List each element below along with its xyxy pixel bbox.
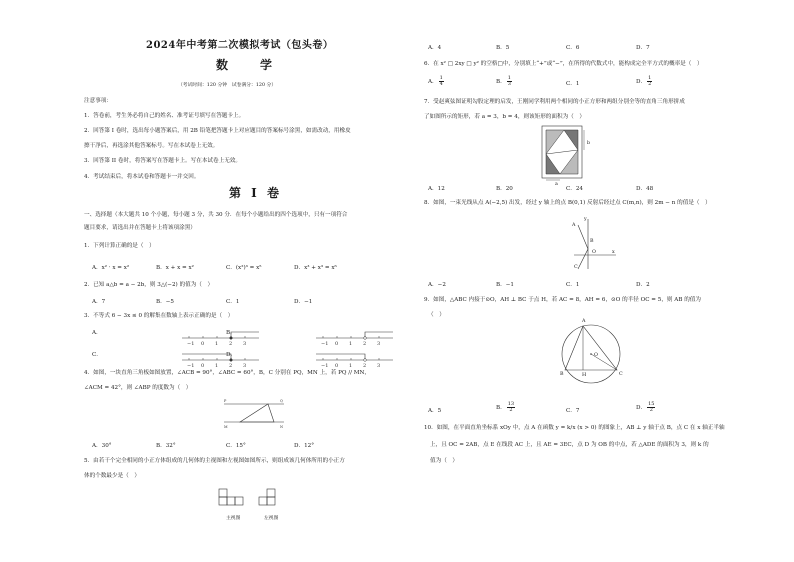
main-view-label: 主视图 [226,516,241,521]
q3-option-b[interactable]: B． [226,330,236,336]
q3-option-d[interactable]: D． [226,352,237,358]
option-letter: B． [496,405,506,411]
question-9-stem: 9．如图，△ABC 内接于⊙O，AH ⊥ BC 于点 H，若 AC = 8，AH = 6，⊙O 的半径 OC = 5，则 AB 的值为 [424,297,701,303]
question-2-stem: 2．已知 a△b = a − 2b，则 3△(−2) 的值为（ ） [84,282,214,288]
q8-option-a[interactable]: A．−2 [428,282,446,288]
left-view-label: 左视图 [264,516,279,521]
denominator: 3 [507,81,511,87]
q8-option-b[interactable]: B．−1 [496,282,514,288]
label-a: A [572,223,576,228]
fraction [647,76,652,87]
label-y: y [584,217,587,222]
rectangle-figure [542,126,590,182]
numerator: 13 [507,401,515,407]
label-o: O [594,353,598,358]
q6-option-a[interactable] [428,76,445,87]
label-c: C [619,372,623,377]
subject-title: 数 学 [216,58,283,72]
number-line-tick-label: 0 [201,363,205,369]
q4-option-a[interactable]: A．30° [92,443,112,449]
label-b: b [587,141,591,146]
label-x: x [612,250,615,255]
q9-option-c[interactable]: C．7 [566,408,580,414]
q7-option-c[interactable]: C．24 [566,186,583,192]
note-item: 1．答卷前，考生务必将自己的姓名、准考证号填写在答题卡上。 [84,113,245,119]
question-10-stem: 上，且 OC = 2AB，点 E 在线段 AC 上，且 AE = 3EC，点 D 为 OB 的中点，若 △ADE 的面积为 3，则 k 的 [430,442,709,448]
section-instruction: 题目要求，请选出并在答题卡上将该项涂黑） [84,225,196,231]
question-7-stem: 7．受赵爽弦图证明勾股定理的启发，王刚同学利用两个相同的小正方形和两组分别全等的直角三角形拼成 [424,99,685,105]
numerator: 1 [507,75,511,81]
question-9-stem: （ ） [428,312,445,318]
note-item: 4．考试结束后，将本试卷和答题卡一并交回。 [84,174,200,180]
number-line-tick-label: −1 [187,363,195,369]
note-item: 擦干净后，再选涂其他答案标号。写在本试卷上无效。 [84,143,219,149]
number-line-tick-label: 2 [363,363,367,369]
number-line-tick-label: 3 [243,341,247,347]
q2-option-c[interactable]: C．1 [226,299,240,305]
option-value: 1 [575,81,580,87]
label-a: A [582,319,586,324]
label-a: a [555,182,558,187]
svg-text:N: N [280,425,284,429]
q6-option-b[interactable] [496,76,513,87]
number-line-tick-label: −1 [187,341,195,347]
views-figure [219,489,289,511]
option-letter: D． [636,79,647,85]
number-line-tick-label: 0 [335,363,339,369]
q2-option-b[interactable]: B．−5 [156,299,174,305]
q3-option-a[interactable]: A． [92,330,102,336]
q2-option-a[interactable]: A．7 [92,299,106,305]
svg-text:Q: Q [280,399,283,403]
option-letter: D． [636,405,647,411]
triangle-figure [224,397,284,429]
label-b: B [560,372,564,377]
number-line-tick-label: 1 [349,341,353,347]
fraction [507,76,512,87]
fraction [507,402,515,413]
time-info: （考试时间：120 分钟 试卷满分：120 分） [178,83,277,88]
svg-text:M: M [224,425,228,429]
endpoint-dot [230,337,233,340]
q7-option-b[interactable]: B．20 [496,186,513,192]
q7-option-d[interactable]: D．48 [636,186,654,192]
q8-option-c[interactable]: C．1 [566,282,580,288]
section-instruction: 一、选择题（本大题共 10 个小题，每小题 3 分，共 30 分．在每个小题给出的四个选项中，只有一项符合 [84,212,348,218]
q1-option-d[interactable]: D．x³ + x³ = x⁶ [294,265,337,271]
number-line-tick-label: 0 [201,341,205,347]
number-line-tick-label: 3 [377,363,381,369]
option-letter: C． [566,81,576,87]
fraction [439,76,444,87]
notes-heading: 注意事项： [84,98,112,104]
circle-figure [559,322,623,386]
number-line-tick-label: 3 [243,363,247,369]
numerator: 1 [439,75,443,81]
question-6-stem: 6．在 x² □ 2xy □ y² 的空格□中，分别填上“+”或“−”，在所得的代数式中，能构成完全平方式的概率是（ ） [424,61,703,67]
note-item: 3．回答第 II 卷时，将答案写在答题卡上。写在本试卷上无效。 [84,158,241,164]
number-line-tick-label: 1 [215,363,219,369]
denominator: 2 [648,81,652,87]
volume-title: 第 I 卷 [229,186,282,200]
q8-option-d[interactable]: D．2 [636,282,650,288]
question-5-stem: 体的个数最少是（ ） [84,473,140,479]
question-1-stem: 1．下列计算正确的是（ ） [84,243,155,249]
note-item: 2．回答第 I 卷时，选出每小题答案后，用 2B 铅笔把答题卡上对应题目的答案标号涂黑，如需改动，用橡皮 [84,128,351,134]
denominator: 2 [649,407,653,413]
number-line-tick-label: 3 [377,341,381,347]
label-b: B [590,239,594,244]
numerator: 15 [648,401,655,407]
number-line-tick-label: −1 [321,341,329,347]
q1-option-a[interactable]: A．x² · x = x² [92,265,130,271]
solution-ray [316,354,365,360]
denominator: 2 [509,407,513,413]
q4-option-c[interactable]: C．15° [226,443,246,449]
number-line-tick-label: 2 [229,363,233,369]
solution-ray [182,354,231,360]
label-o: O [592,250,596,255]
question-10-stem: 值为（ ） [430,458,458,464]
q6-option-c[interactable] [566,79,579,87]
q6-option-d[interactable] [636,76,653,87]
label-c: C [574,265,578,270]
exam-title: 2024年中考第二次模拟考试（包头卷） [146,40,334,51]
question-3-stem: 3．不等式 6 − 3x ≤ 0 的解集在数轴上表示正确的是（ ） [84,313,234,319]
option-letter: A． [428,79,438,85]
question-8-stem: 8．如图，一束光线从点 A(−2,5) 出发，经过 y 轴上的点 B(0,1) 反射后经过点 C(m,n)，则 2m − n 的值是（ ） [424,200,711,206]
q4-option-b[interactable]: B．32° [156,443,176,449]
question-10-stem: 10．如图，在平面直角坐标系 xOy 中，点 A 在函数 y = k/x (x > 0) 的图象上，AB ⊥ y 轴于点 B，点 C 在 x 轴正半轴 [424,425,725,431]
fraction [647,402,655,413]
q2-option-d[interactable]: D．−1 [294,299,313,305]
q9-option-a[interactable]: A．5 [428,408,442,414]
q5-option-a[interactable]: A．4 [428,45,442,51]
q5-option-d[interactable]: D．7 [636,45,650,51]
endpoint-dot [230,359,233,362]
q9-option-b[interactable] [496,402,516,413]
number-line-tick-label: 1 [215,341,219,347]
number-line-tick-label: 1 [349,363,353,369]
question-5-stem: 5．由若干个完全相同的小正方体组成的几何体的主视图和左视图如图所示，则组成该几何体所用的小正方 [84,458,345,464]
q3-option-c[interactable]: C． [92,352,102,358]
number-line-tick-label: 2 [229,341,233,347]
denominator: 4 [439,81,443,87]
question-7-stem: 了如图所示的矩形，若 a = 3，b = 4，则该矩形的面积为（ ） [424,114,585,120]
option-letter: B． [496,79,506,85]
q4-option-d[interactable]: D．12° [294,443,314,449]
q1-option-b[interactable]: B．x + x = x² [156,265,194,271]
number-line-tick-label: 2 [363,341,367,347]
endpoint-dot [364,359,367,362]
label-h: H [582,373,587,378]
q5-option-c[interactable]: C．6 [566,45,580,51]
q7-option-a[interactable]: A．12 [428,186,445,192]
q1-option-c[interactable]: C．(x²)³ = x⁵ [226,265,262,271]
reflection-figure [572,215,618,271]
q9-option-d[interactable] [636,402,656,413]
question-4-stem: ∠ACM = 42°，则 ∠ABP 的度数为（ ） [84,385,192,391]
number-line-tick-label: −1 [321,363,329,369]
question-4-stem: 4．如图，一块直角三角板如图放置，∠ACB = 90°，∠ABC = 60°，B，C 分别在 PQ，MN 上，若 PQ // MN， [84,370,371,376]
endpoint-dot [364,337,367,340]
q5-option-b[interactable]: B．5 [496,45,510,51]
numerator: 1 [648,75,652,81]
number-line-tick-label: 0 [335,341,339,347]
svg-text:P: P [224,399,227,403]
